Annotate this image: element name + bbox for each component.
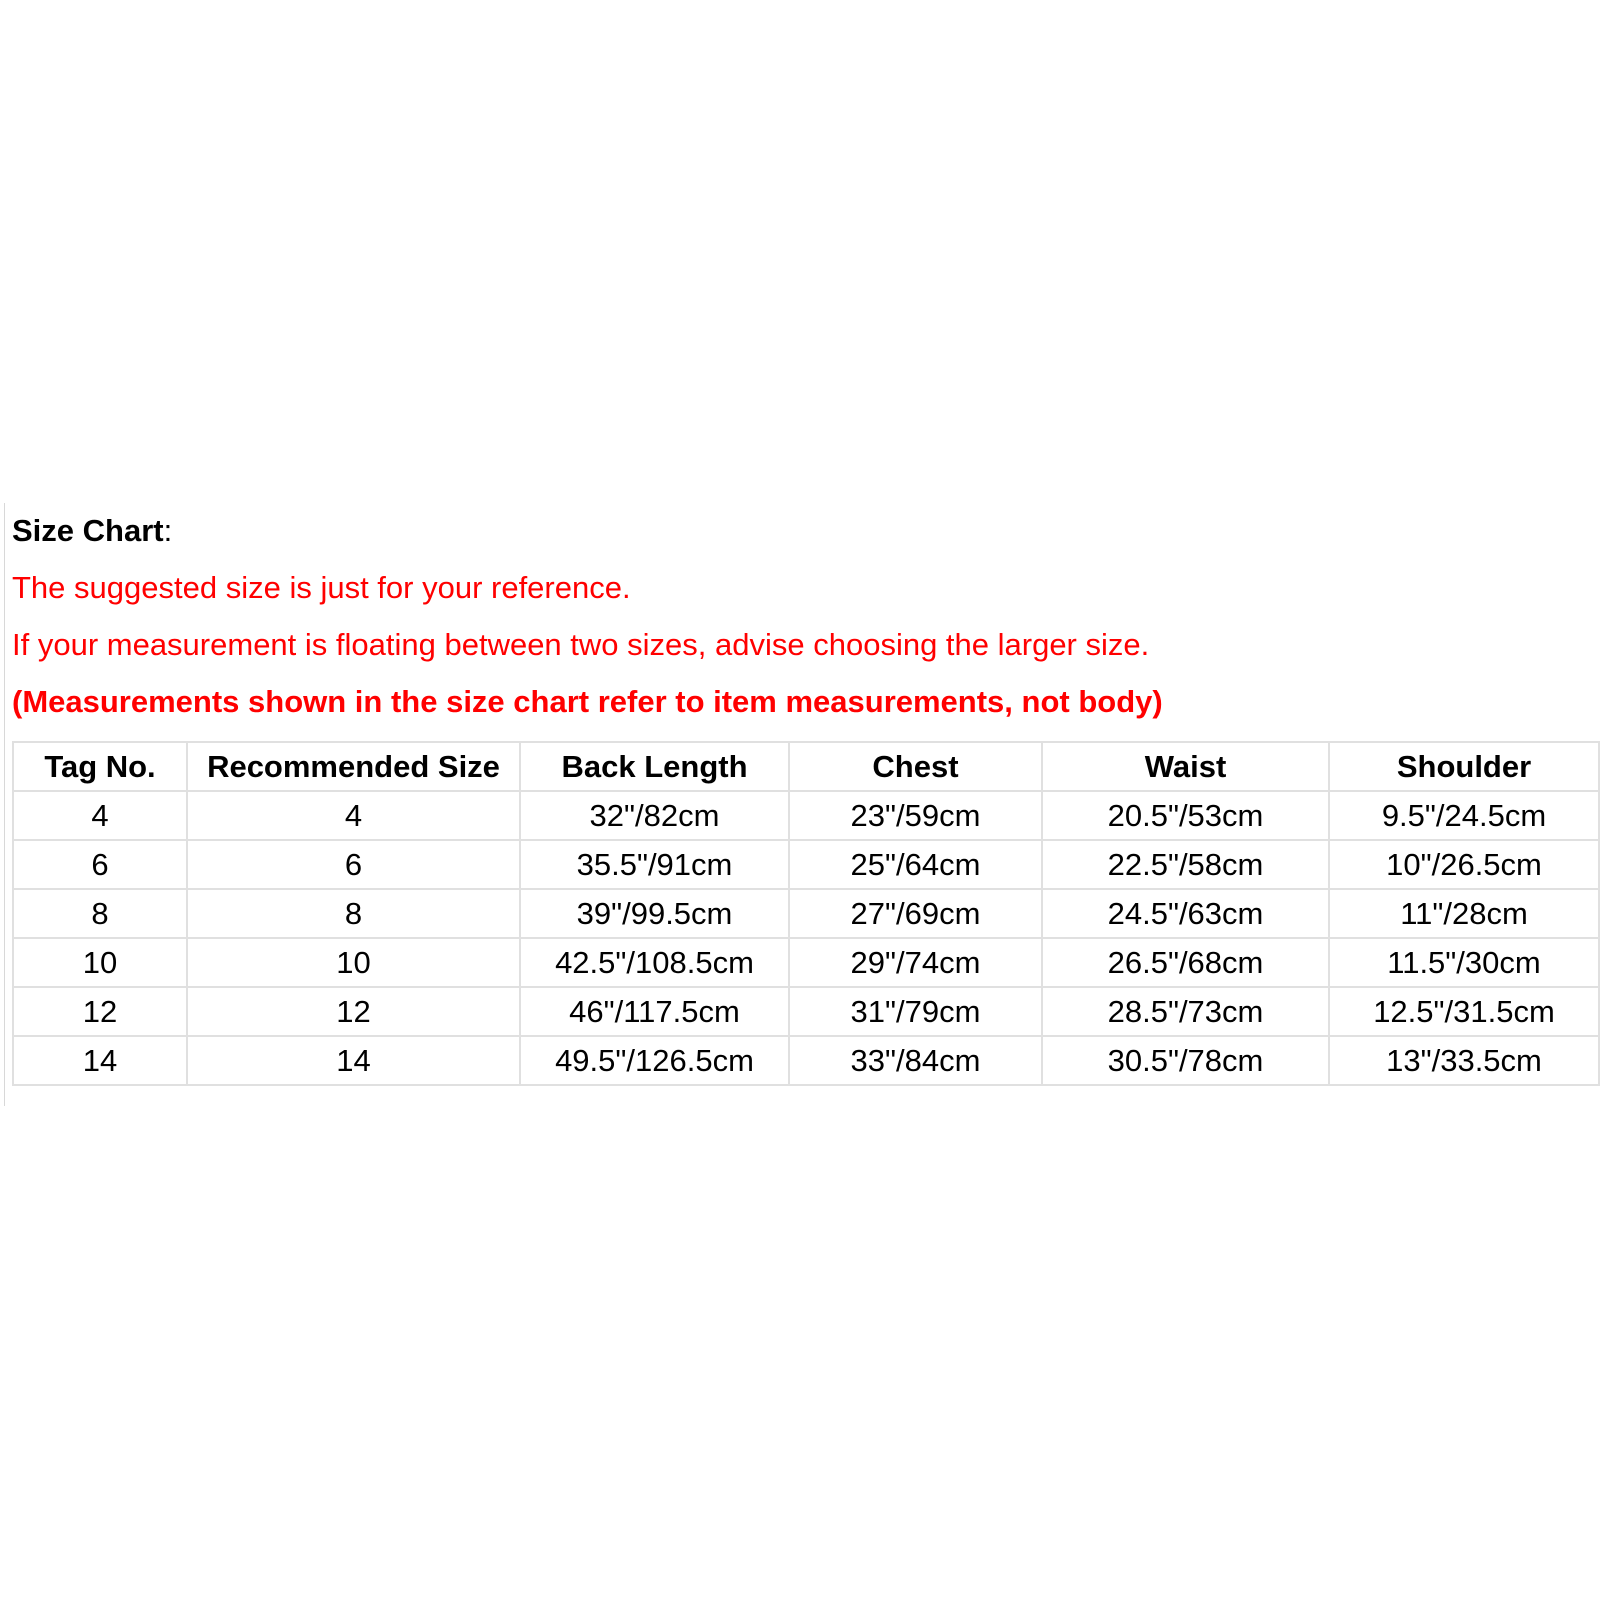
column-header: Chest	[789, 742, 1042, 791]
title-text: Size Chart	[12, 513, 164, 548]
table-cell: 23"/59cm	[789, 791, 1042, 840]
table-cell: 4	[13, 791, 187, 840]
column-header: Back Length	[520, 742, 789, 791]
note-item-measurements: (Measurements shown in the size chart refer to item measurements, not body)	[12, 684, 1163, 719]
table-cell: 9.5"/24.5cm	[1329, 791, 1599, 840]
table-cell: 14	[13, 1036, 187, 1085]
note-between-sizes: If your measurement is floating between two sizes, advise choosing the larger size.	[12, 627, 1150, 662]
column-header: Shoulder	[1329, 742, 1599, 791]
table-cell: 22.5"/58cm	[1042, 840, 1329, 889]
table-cell: 20.5"/53cm	[1042, 791, 1329, 840]
table-row	[13, 791, 1599, 840]
table-cell: 26.5"/68cm	[1042, 938, 1329, 987]
table-cell: 6	[187, 840, 520, 889]
left-divider	[4, 503, 5, 1106]
table-cell: 11"/28cm	[1329, 889, 1599, 938]
column-header: Waist	[1042, 742, 1329, 791]
table-cell: 12	[187, 987, 520, 1036]
table-row	[13, 889, 1599, 938]
column-header: Tag No.	[13, 742, 187, 791]
title-colon: :	[163, 513, 173, 548]
table-cell: 13"/33.5cm	[1329, 1036, 1599, 1085]
table-cell: 29"/74cm	[789, 938, 1042, 987]
table-cell: 28.5"/73cm	[1042, 987, 1329, 1036]
table-cell: 10	[187, 938, 520, 987]
table-cell: 6	[13, 840, 187, 889]
table-cell: 49.5"/126.5cm	[520, 1036, 789, 1085]
table-row	[13, 938, 1599, 987]
table-cell: 4	[187, 791, 520, 840]
table-header-row	[13, 742, 1599, 791]
table-cell: 8	[13, 889, 187, 938]
table-cell: 35.5"/91cm	[520, 840, 789, 889]
table-cell: 46"/117.5cm	[520, 987, 789, 1036]
table-cell: 12	[13, 987, 187, 1036]
table-cell: 10"/26.5cm	[1329, 840, 1599, 889]
table-cell: 10	[13, 938, 187, 987]
table-row	[13, 987, 1599, 1036]
table-cell: 8	[187, 889, 520, 938]
size-chart-title	[12, 513, 172, 549]
note-reference: The suggested size is just for your reference.	[12, 570, 631, 605]
table-cell: 14	[187, 1036, 520, 1085]
size-table	[12, 741, 1600, 1086]
table-cell: 42.5"/108.5cm	[520, 938, 789, 987]
table-row	[13, 1036, 1599, 1085]
table-cell: 30.5"/78cm	[1042, 1036, 1329, 1085]
table-cell: 33"/84cm	[789, 1036, 1042, 1085]
table-cell: 27"/69cm	[789, 889, 1042, 938]
table-cell: 39"/99.5cm	[520, 889, 789, 938]
table-cell: 11.5"/30cm	[1329, 938, 1599, 987]
table-cell: 12.5"/31.5cm	[1329, 987, 1599, 1036]
table-row	[13, 840, 1599, 889]
table-cell: 31"/79cm	[789, 987, 1042, 1036]
column-header: Recommended Size	[187, 742, 520, 791]
table-cell: 25"/64cm	[789, 840, 1042, 889]
table-cell: 32"/82cm	[520, 791, 789, 840]
table-cell: 24.5"/63cm	[1042, 889, 1329, 938]
